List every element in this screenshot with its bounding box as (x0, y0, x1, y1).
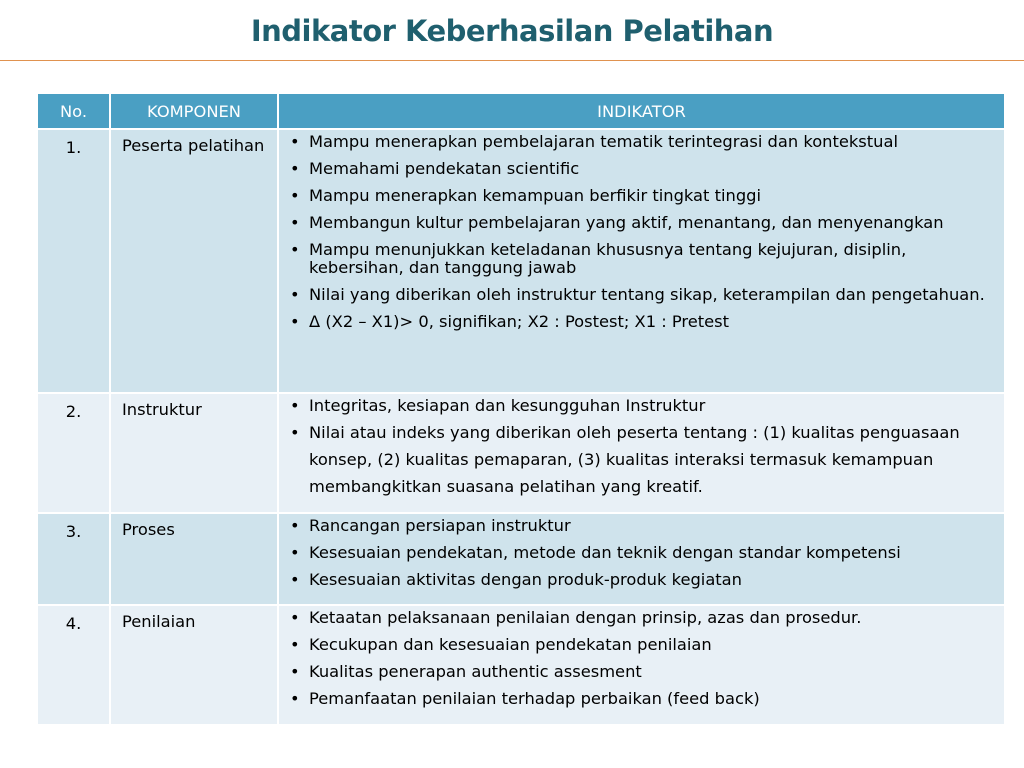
list-item: • Kualitas penerapan authentic assesment (289, 663, 986, 681)
row-component: Instruktur (110, 393, 278, 513)
table-row (38, 129, 1004, 393)
row-indicators (278, 605, 1004, 725)
row-component: Peserta pelatihan (110, 129, 278, 393)
header-no: No. (38, 94, 110, 129)
row-number: 1. (38, 129, 110, 393)
list-item: • Nilai yang diberikan oleh instruktur tentang sikap, keterampilan dan pengetahuan. (289, 286, 986, 304)
header-indikator: INDIKATOR (278, 94, 1004, 129)
list-item: • Rancangan persiapan instruktur (289, 517, 986, 535)
row-number: 4. (38, 605, 110, 725)
table-header-row (38, 94, 1004, 129)
list-item: • Integritas, kesiapan dan kesungguhan Instruktur (289, 397, 986, 415)
table-row (38, 513, 1004, 605)
list-item: • Nilai atau indeks yang diberikan oleh peserta tentang : (1) kualitas penguasaan konsep, (2) kualitas pemaparan, (3) kualitas interaksi termasuk kemampuan membangkitkan suasana pelatihan yang kreatif. (289, 419, 986, 500)
table-row (38, 393, 1004, 513)
row-component: Penilaian (110, 605, 278, 725)
row-number: 2. (38, 393, 110, 513)
list-item: • Mampu menunjukkan keteladanan khususnya tentang kejujuran, disiplin, kebersihan, dan tanggung jawab (289, 241, 986, 277)
header-komponen: KOMPONEN (110, 94, 278, 129)
list-item: • Δ (X2 – X1)> 0, signifikan; X2 : Postest; X1 : Pretest (289, 313, 986, 331)
indicator-table (38, 94, 1004, 726)
row-indicators (278, 129, 1004, 393)
list-item: • Kesesuaian pendekatan, metode dan teknik dengan standar kompetensi (289, 544, 986, 562)
list-item: • Ketaatan pelaksanaan penilaian dengan prinsip, azas dan prosedur. (289, 609, 986, 627)
row-component: Proses (110, 513, 278, 605)
list-item: • Pemanfaatan penilaian terhadap perbaikan (feed back) (289, 690, 986, 708)
table-row (38, 605, 1004, 725)
row-indicators (278, 393, 1004, 513)
list-item: • Membangun kultur pembelajaran yang aktif, menantang, dan menyenangkan (289, 214, 986, 232)
list-item: • Kecukupan dan kesesuaian pendekatan penilaian (289, 636, 986, 654)
page-title: Indikator Keberhasilan Pelatihan (250, 14, 774, 48)
list-item: • Memahami pendekatan scientific (289, 160, 986, 178)
list-item: • Mampu menerapkan kemampuan berfikir tingkat tinggi (289, 187, 986, 205)
title-divider (0, 60, 1024, 61)
row-indicators (278, 513, 1004, 605)
row-number: 3. (38, 513, 110, 605)
list-item: • Kesesuaian aktivitas dengan produk-produk kegiatan (289, 571, 986, 589)
list-item: • Mampu menerapkan pembelajaran tematik terintegrasi dan kontekstual (289, 133, 986, 151)
